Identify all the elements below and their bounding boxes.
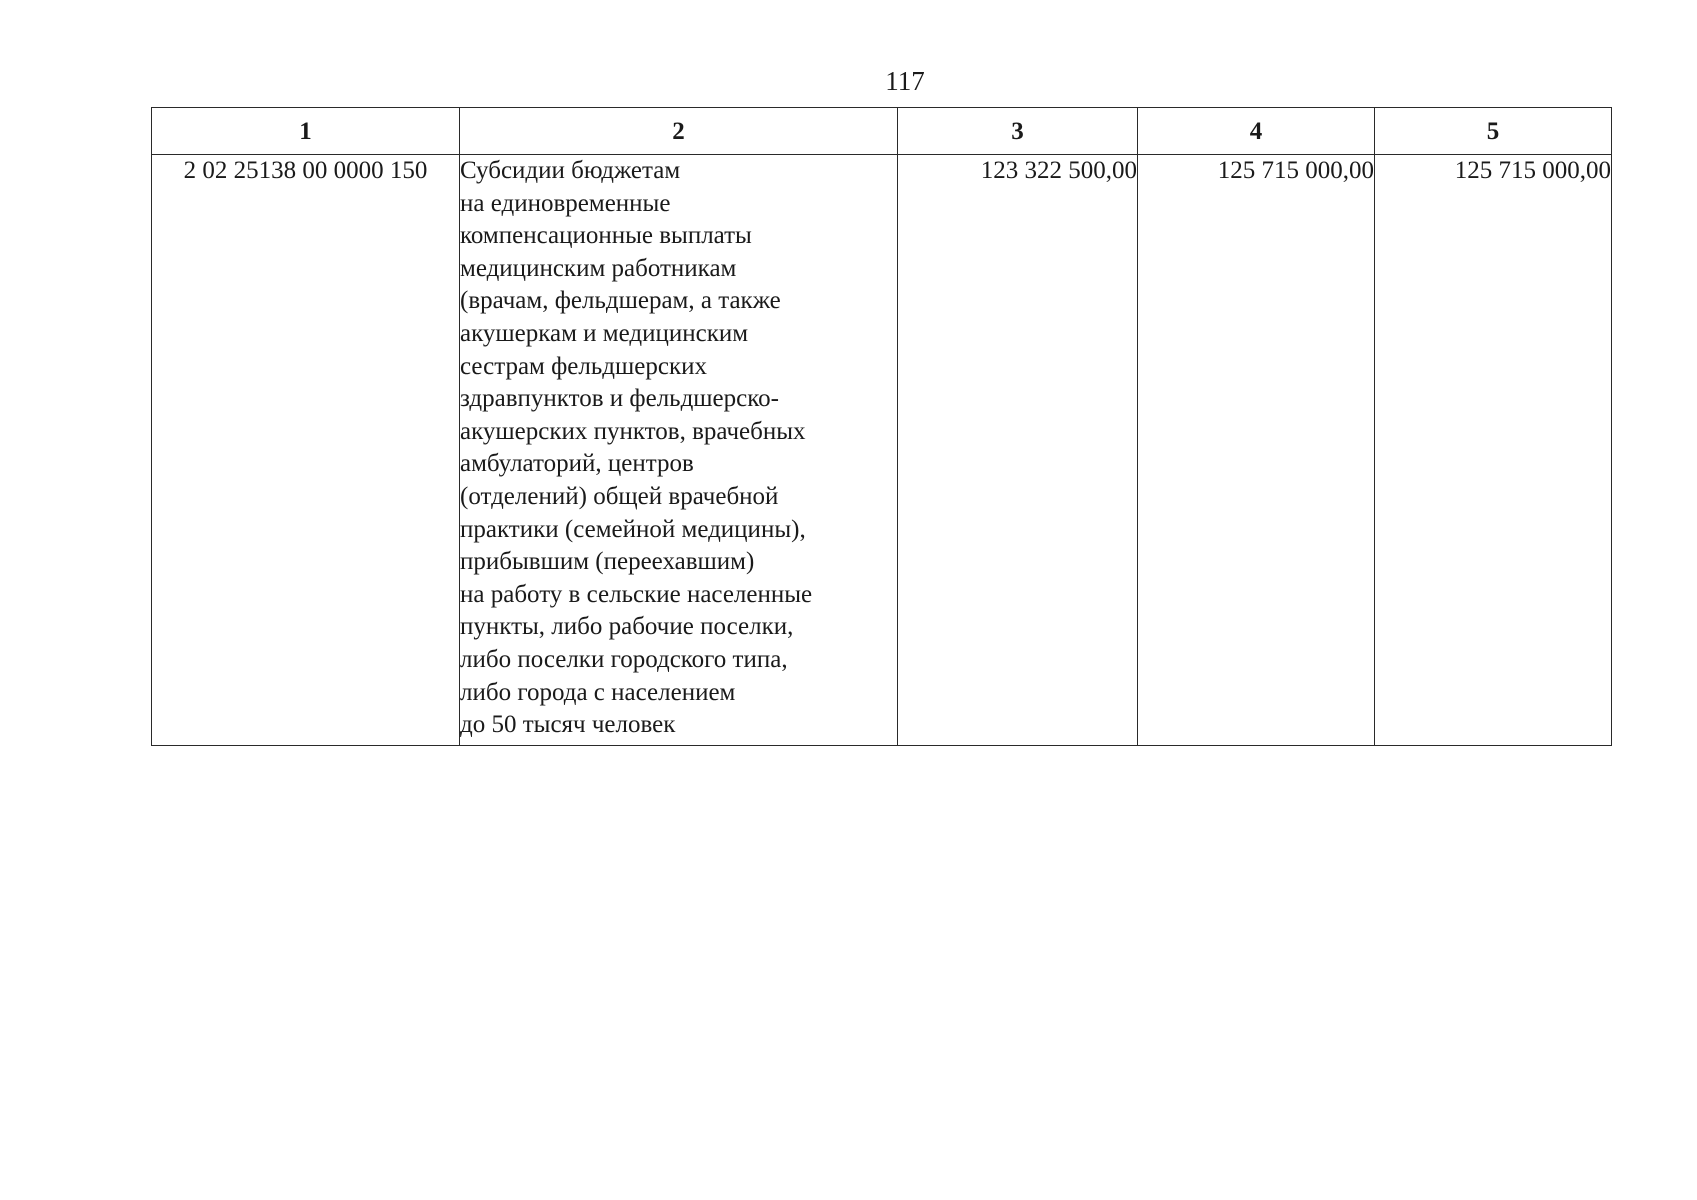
description-line: на единовременные bbox=[460, 189, 671, 217]
description-line: (врачам, фельдшерам, а также bbox=[460, 287, 781, 315]
description-line: Субсидии бюджетам bbox=[460, 157, 681, 184]
header-row bbox=[152, 108, 1612, 155]
description-line: акушеркам и медицинским bbox=[460, 319, 749, 347]
description-line: компенсационные выплаты bbox=[460, 222, 752, 250]
budget-code-cell: 2 02 25138 00 0000 150 bbox=[152, 155, 460, 746]
amount-col-5: 125 715 000,00 bbox=[1375, 155, 1612, 746]
description-line: либо города с населением bbox=[460, 678, 736, 706]
description-line: либо поселки городского типа, bbox=[460, 645, 788, 673]
description-line: акушерских пунктов, врачебных bbox=[460, 417, 806, 445]
amount-col-3: 123 322 500,00 bbox=[898, 155, 1138, 746]
description-line: амбулаторий, центров bbox=[460, 450, 694, 478]
table-row bbox=[152, 155, 1612, 746]
header-col-5: 5 bbox=[1375, 108, 1612, 155]
description-line: (отделений) общей врачебной bbox=[460, 482, 779, 510]
description-line: прибывшим (переехавшим) bbox=[460, 548, 755, 576]
header-col-2: 2 bbox=[460, 108, 898, 155]
description-line: практики (семейной медицины), bbox=[460, 515, 806, 543]
header-col-1: 1 bbox=[152, 108, 460, 155]
description-line: до 50 тысяч человек bbox=[460, 711, 676, 739]
description-line: медицинским работникам bbox=[460, 254, 737, 282]
page-number: 117 bbox=[885, 66, 925, 96]
description-line: сестрам фельдшерских bbox=[460, 352, 707, 380]
description-cell bbox=[460, 155, 898, 746]
description-line: пункты, либо рабочие поселки, bbox=[460, 613, 794, 641]
budget-table bbox=[151, 107, 1612, 746]
amount-col-4: 125 715 000,00 bbox=[1138, 155, 1375, 746]
description-line: здравпунктов и фельдшерско- bbox=[460, 385, 779, 413]
header-col-4: 4 bbox=[1138, 108, 1375, 155]
description-line: на работу в сельские населенные bbox=[460, 580, 813, 608]
header-col-3: 3 bbox=[898, 108, 1138, 155]
